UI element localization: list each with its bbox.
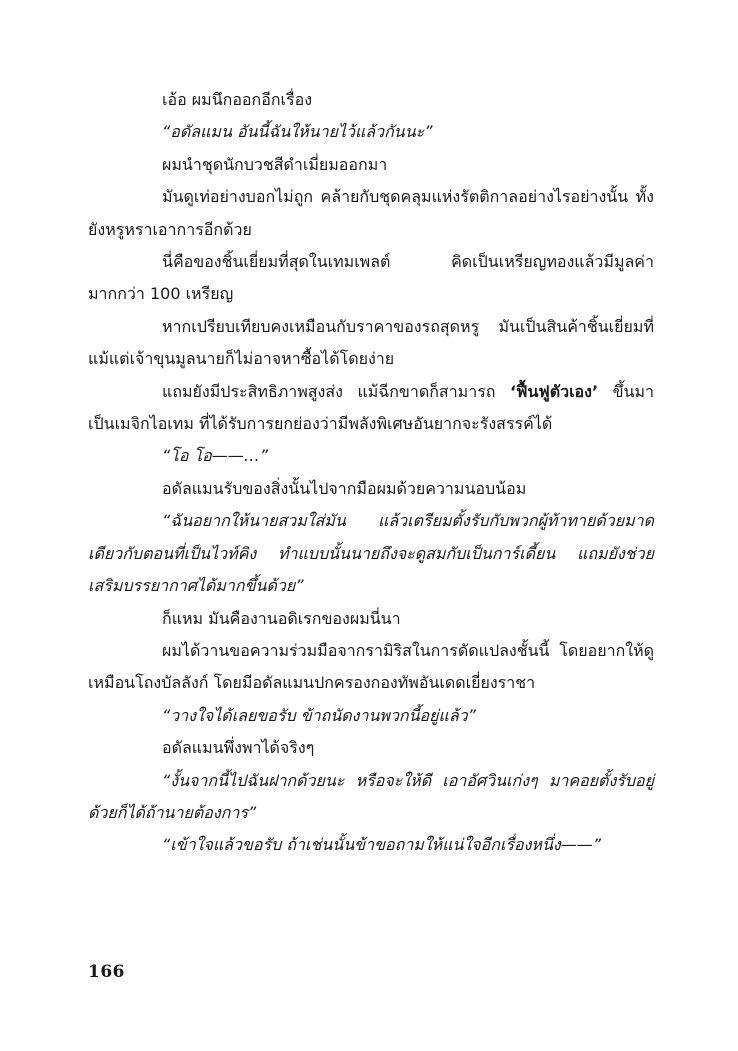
dialogue-paragraph: “ฉันอยากให้นายสวมใส่มัน แล้วเตรียมตั้งรับกับพวกผู้ท้าทายด้วยมาดเดียวกับตอนที่เป็นไวท์คิง ทำแบบนั้นนายถึงจะดูสมกับเป็นการ์เดี้ยน แถมยังช่วยเสริมบรรยากาศได้มากขึ้นด้วย” — [88, 511, 654, 596]
dialogue-paragraph: “โอ โอ——…” — [162, 446, 269, 466]
paragraph-text: แถมยังมีประสิทธิภาพสูงส่ง แม้ฉีกขาดก็สามารถ — [162, 381, 511, 401]
paragraph: ผมนำชุดนักบวชสีดำเมี่ยมออกมา — [162, 154, 388, 174]
paragraph: มันดูเท่อย่างบอกไม่ถูก คล้ายกับชุดคลุมแห่งรัตติกาลอย่างไรอย่างนั้น ทั้งยังหรูหราเอาการอีกด้วย — [88, 187, 654, 239]
dialogue-paragraph: “งั้นจากนี้ไปฉันฝากด้วยนะ หรือจะให้ดี เอาอัศวินเก่งๆ มาคอยตั้งรับอยู่ด้วยก็ได้ถ้านายต้องการ” — [88, 770, 654, 822]
dialogue-paragraph: “เข้าใจแล้วขอรับ ถ้าเช่นนั้นข้าขอถามให้แน่ใจอีกเรื่องหนึ่ง——” — [162, 835, 602, 855]
paragraph: ก็แหม มันคืองานอดิเรกของผมนี่นา — [162, 608, 401, 628]
page-number: 166 — [88, 962, 125, 982]
dialogue-paragraph: “วางใจได้เลยขอรับ ข้าถนัดงานพวกนี้อยู่แล้ว” — [162, 705, 476, 725]
dialogue-paragraph: “อดัลแมน อันนี้ฉันให้นายไว้แล้วกันนะ” — [162, 122, 433, 142]
paragraph: อดัลแมนพึ่งพาได้จริงๆ — [162, 738, 315, 758]
emphasized-term: ‘ฟื้นฟูตัวเอง’ — [510, 381, 599, 401]
body-text — [88, 84, 654, 862]
paragraph: เอ้อ ผมนึกออกอีกเรื่อง — [162, 90, 313, 109]
paragraph: ผมได้วานขอความร่วมมือจากรามิริสในการดัดแปลงชั้นนี้ โดยอยากให้ดูเหมือนโถงบัลลังก์ โดยมีอดัลแมนปกครองกองทัพอันเดดเยี่ยงราชา — [88, 640, 654, 693]
paragraph-text: ขึ้นมา เป็นเมจิกไอเทม ที่ได้รับการยกย่องว่ามีพลังพิเศษอันยากจะรังสรรค์ได้ — [88, 381, 654, 434]
paragraph: อดัลแมนรับของสิ่งนั้นไปจากมือผมด้วยความนอบน้อม — [162, 478, 527, 498]
paragraph: นี่คือของชิ้นเยี่ยมที่สุดในเทมเพลต์ คิดเป็นเหรียญทองแล้วมีมูลค่ามากกว่า 100 เหรียญ — [88, 252, 654, 304]
paragraph — [88, 376, 654, 441]
paragraph: หากเปรียบเทียบคงเหมือนกับราคาของรถสุดหรู มันเป็นสินค้าชิ้นเยี่ยมที่แม้แต่เจ้าขุนมูลนายก็ไม่อาจหาซื้อได้โดยง่าย — [88, 316, 654, 369]
